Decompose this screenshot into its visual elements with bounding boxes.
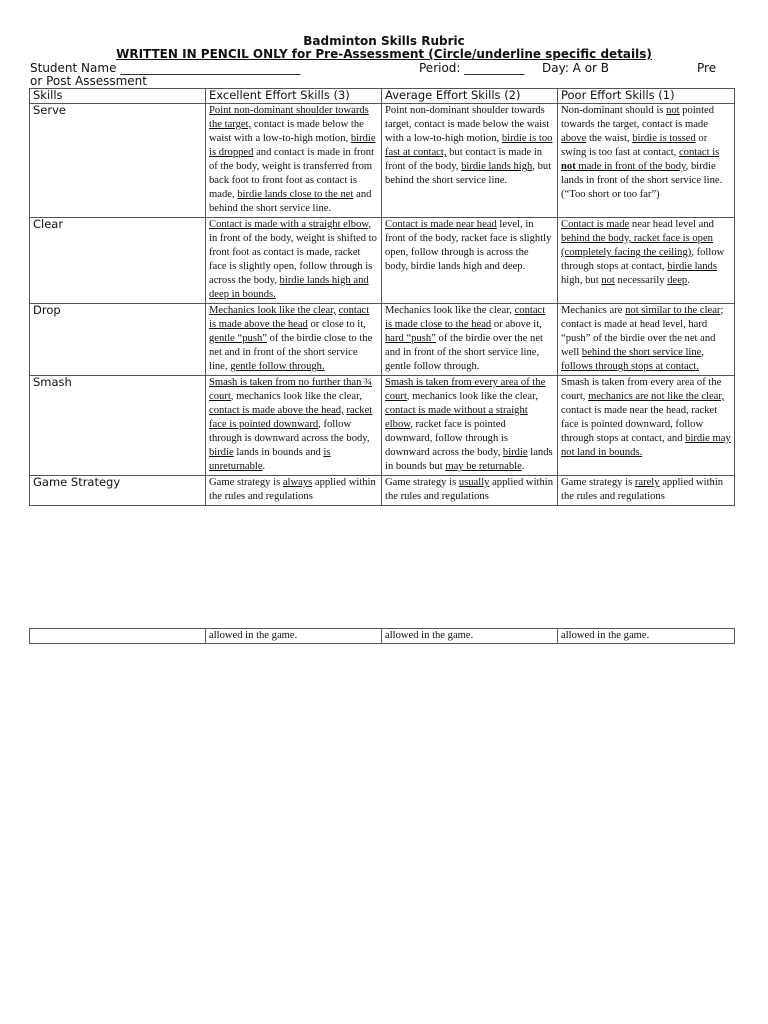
text-segment: , in front of the body, weight is shifted to front foot as contact is made, racket face is slightly open, follow through is across the body, xyxy=(209,219,377,286)
text-segment: , racket face is pointed downward, follow through is downward across the body, xyxy=(385,419,508,458)
underlined-text: birdie lands high and deep in bounds. xyxy=(209,275,369,300)
text-segment: Game strategy is xyxy=(561,477,635,488)
rubric-table xyxy=(29,88,735,506)
skill-cell: Drop xyxy=(30,304,206,376)
excellent-cell: allowed in the game. xyxy=(206,629,382,644)
underlined-text: hard “push” xyxy=(385,333,436,344)
text-segment: near head level and xyxy=(629,219,714,230)
text-segment: , mechanics look like the clear, xyxy=(230,391,362,402)
skill-cell: Smash xyxy=(30,376,206,476)
underlined-text: Contact is made xyxy=(561,219,630,230)
underlined-text: above xyxy=(561,133,587,144)
poor-cell xyxy=(558,304,735,376)
underlined-text: deep xyxy=(667,275,688,286)
underlined-text: contact is made without a straight elbow xyxy=(385,405,528,430)
text-segment: , but behind the short service line. xyxy=(385,161,552,186)
bold-text: not xyxy=(561,161,576,172)
text-segment: or above it, xyxy=(491,319,542,330)
underlined-text: birdie lands xyxy=(667,261,717,272)
poor-cell: allowed in the game. xyxy=(558,629,735,644)
text-segment: lands in bounds but xyxy=(385,447,553,472)
text-segment: contact is made below the waist with a low-to-high motion, xyxy=(209,119,364,144)
underlined-text: not similar to the clear xyxy=(625,305,721,316)
student-name-field[interactable]: Student Name ______________________________ xyxy=(30,61,301,75)
excellent-cell xyxy=(206,376,382,476)
rubric-table-continuation xyxy=(29,628,735,644)
text-segment: Non-dominant should is xyxy=(561,105,667,116)
text-segment: made in front of the body xyxy=(575,161,686,172)
poor-cell xyxy=(558,218,735,304)
underlined-text: racket face is pointed downward xyxy=(209,405,373,430)
underlined-text: behind the body, racket face is open (completely facing the ceiling) xyxy=(561,233,713,258)
text-segment: , follow through stops at contact, xyxy=(561,247,725,272)
text-segment: of the birdie over the net and in front of the short service line, gentle follow through. xyxy=(385,333,543,372)
underlined-text: not xyxy=(666,105,680,116)
table-row-drop xyxy=(30,304,735,376)
header-poor: Poor Effort Skills (1) xyxy=(558,89,735,104)
skill-cell: Clear xyxy=(30,218,206,304)
average-cell xyxy=(382,304,558,376)
table-row-serve xyxy=(30,104,735,218)
header-excellent: Excellent Effort Skills (3) xyxy=(206,89,382,104)
underlined-text: Contact is made with a straight elbow xyxy=(209,219,369,230)
underlined-text: birdie is tossed xyxy=(632,133,696,144)
underlined-text: Mechanics look like the clear, xyxy=(209,305,336,316)
underlined-text: Smash is taken from no further than ¾ court xyxy=(209,377,372,402)
post-assessment-option[interactable]: or Post Assessment xyxy=(30,74,147,88)
average-cell: allowed in the game. xyxy=(382,629,558,644)
text-segment: , mechanics look like the clear, xyxy=(406,391,538,402)
table-row-clear xyxy=(30,218,735,304)
underlined-text: birdie may not land in bounds. xyxy=(561,433,731,458)
underlined-text: may be returnable xyxy=(445,461,522,472)
average-cell xyxy=(382,104,558,218)
underlined-text: usually xyxy=(458,477,490,488)
underlined-text: contact is made above the head, xyxy=(209,405,344,416)
text-segment: applied within the rules and regulations xyxy=(561,477,724,502)
underlined-text: is unreturnable xyxy=(209,447,331,472)
poor-cell xyxy=(558,476,735,506)
underlined-text: birdie lands close to the net xyxy=(237,189,354,200)
text-segment: Game strategy is xyxy=(209,477,283,488)
text-segment: and behind the short service line. xyxy=(209,189,372,214)
text-segment: lands in bounds and xyxy=(233,447,324,458)
skill-cell: Serve xyxy=(30,104,206,218)
text-segment: Smash is taken from every area of the court, xyxy=(561,377,722,402)
text-segment: high, but xyxy=(561,275,602,286)
table-row-smash xyxy=(30,376,735,476)
underlined-text: birdie lands high xyxy=(461,161,533,172)
excellent-cell xyxy=(206,104,382,218)
header-skills: Skills xyxy=(30,89,206,104)
excellent-cell xyxy=(206,218,382,304)
underlined-text: not xyxy=(601,275,615,286)
text-segment: and contact is made in front of the body, weight is transferred from back foot to front foot as contact is made, xyxy=(209,147,375,200)
table-row-game-strategy xyxy=(30,476,735,506)
excellent-cell xyxy=(206,476,382,506)
continuation-row xyxy=(30,629,735,644)
text-segment: applied within the rules and regulations xyxy=(209,477,376,502)
text-segment: Point non-dominant shoulder towards target, contact is made below the waist with a low-to-high motion, xyxy=(385,105,550,144)
underlined-text: follows through stops at contact. xyxy=(561,361,699,372)
header-average: Average Effort Skills (2) xyxy=(382,89,558,104)
average-cell xyxy=(382,376,558,476)
text-segment: contact is made near the head, racket face is pointed downward, follow through stops at contact, and xyxy=(561,405,718,444)
text-segment: level, in front of the body, racket face is slightly open, follow through is across the body, birdie lands high and deep. xyxy=(385,219,552,272)
text-segment: the waist, xyxy=(586,133,633,144)
poor-cell xyxy=(558,104,735,218)
underlined-text: always xyxy=(282,477,313,488)
text-segment: contact is xyxy=(678,147,720,158)
day-field[interactable]: Day: A or B xyxy=(542,61,610,75)
underlined-text: Smash is taken from every area of the court xyxy=(385,377,546,402)
average-cell xyxy=(382,476,558,506)
underlined-text: birdie xyxy=(209,447,234,458)
underlined-text: birdie xyxy=(502,447,528,458)
average-cell xyxy=(382,218,558,304)
underlined-text: behind the short service line xyxy=(581,347,702,358)
excellent-cell xyxy=(206,304,382,376)
period-field[interactable]: Period: __________ xyxy=(419,61,525,75)
poor-cell xyxy=(558,376,735,476)
text-segment: Game strategy is xyxy=(385,477,459,488)
header-row xyxy=(30,89,735,104)
text-segment: applied within the rules and regulations xyxy=(385,477,554,502)
underlined-text: mechanics are not like the clear, xyxy=(588,391,725,402)
underlined-text: Point non-dominant shoulder towards the target, xyxy=(209,105,369,130)
text-segment: ; contact is made at head level, hard “push” of the birdie over the net and well xyxy=(561,305,724,358)
text-segment: , birdie lands in front of the short service line. (“Too short or too far”) xyxy=(561,161,723,200)
underlined-text: rarely xyxy=(634,477,660,488)
underlined-text: contact is made close to the head xyxy=(385,305,546,330)
text-segment: Mechanics are xyxy=(561,305,626,316)
text-segment: or close to it, xyxy=(307,319,366,330)
rubric-title: Badminton Skills Rubric xyxy=(303,34,465,48)
text-segment: , xyxy=(701,347,704,358)
text-segment: . xyxy=(262,461,266,472)
text-segment: Mechanics look like the clear, xyxy=(385,305,515,316)
text-segment: or swing is too fast at contact, xyxy=(561,133,708,158)
text-segment: . xyxy=(521,461,525,472)
underlined-text: gentle “push” xyxy=(209,333,267,344)
text-segment: but contact is made in front of the body, xyxy=(385,147,543,172)
text-segment: , follow through is downward across the body, xyxy=(209,419,370,444)
underlined-text: contact is made above the head xyxy=(209,305,370,330)
pre-option[interactable]: Pre xyxy=(697,61,717,75)
text-segment: of the birdie close to the net and in front of the short service line, xyxy=(209,333,373,372)
underlined-text: birdie is dropped xyxy=(209,133,376,158)
underlined-text: birdie is too fast at contact, xyxy=(385,133,553,158)
text-segment: necessarily xyxy=(614,275,668,286)
text-segment: pointed towards the target, contact is made xyxy=(561,105,715,130)
underlined-text: gentle follow through. xyxy=(230,361,325,372)
underlined-text: Contact is made near head xyxy=(385,219,497,230)
skill-cell: Game Strategy xyxy=(30,476,206,506)
rubric-subtitle: WRITTEN IN PENCIL ONLY for Pre-Assessment (Circle/underline specific details) xyxy=(116,47,652,61)
skill-cell-empty xyxy=(30,629,206,644)
text-segment: . xyxy=(687,275,690,286)
